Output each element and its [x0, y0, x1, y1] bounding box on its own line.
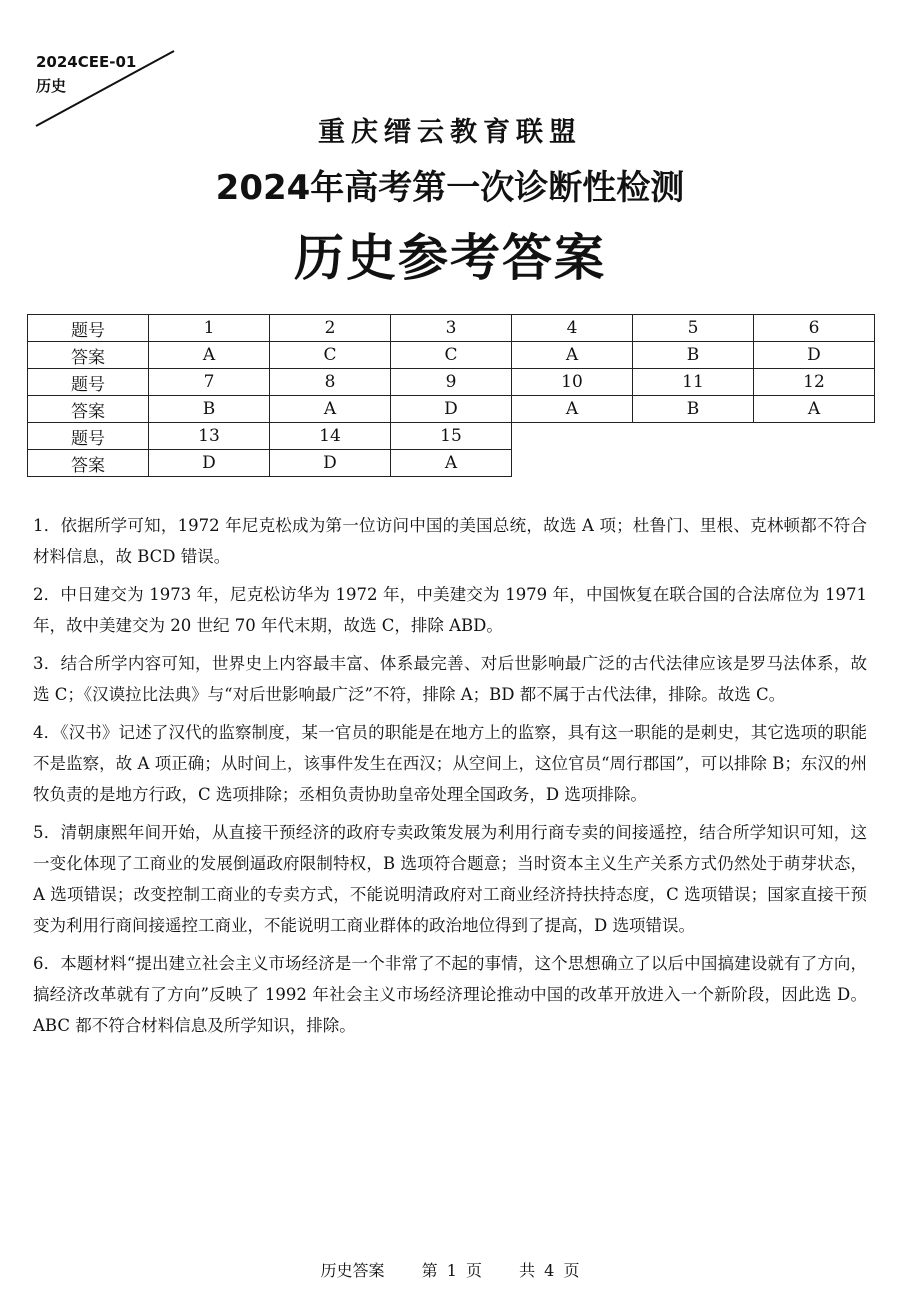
- explanation-item: 2．中日建交为 1973 年，尼克松访华为 1972 年，中美建交为 1979 年，中国恢复在联合国的合法席位为 1971 年，故中美建交为 20 世纪 70 年代末期，故选 C，排除 ABD。: [33, 585, 867, 635]
- table-row: [28, 450, 875, 477]
- footer-total-pages: 共 4 页: [519, 1261, 580, 1280]
- question-number: 6: [754, 315, 875, 342]
- row-label-answer: 答案: [28, 396, 149, 423]
- row-label-question: 题号: [28, 369, 149, 396]
- answer-table: [27, 314, 875, 477]
- answer-letter: D: [270, 450, 391, 477]
- question-number: 11: [633, 369, 754, 396]
- question-number: 5: [633, 315, 754, 342]
- answer-letter: A: [149, 342, 270, 369]
- document-subject: 历史: [36, 77, 67, 95]
- document-code: 2024CEE-01: [36, 53, 137, 71]
- question-number: 13: [149, 423, 270, 450]
- answer-letter: B: [149, 396, 270, 423]
- question-number: 1: [149, 315, 270, 342]
- empty-cell: [754, 423, 875, 450]
- empty-cell: [512, 450, 633, 477]
- answer-letter: D: [391, 396, 512, 423]
- table-row: [28, 342, 875, 369]
- empty-cell: [754, 450, 875, 477]
- row-label-question: 题号: [28, 315, 149, 342]
- empty-cell: [633, 450, 754, 477]
- row-label-question: 题号: [28, 423, 149, 450]
- explanation-item: 6．本题材料“提出建立社会主义市场经济是一个非常了不起的事情，这个思想确立了以后中国搞建设就有了方向，搞经济改革就有了方向”反映了 1992 年社会主义市场经济理论推动中国的改革开放进入一个新阶段，因此选 D。ABC 都不符合材料信息及所学知识，排除。: [33, 954, 867, 1035]
- row-label-answer: 答案: [28, 342, 149, 369]
- answer-letter: A: [512, 342, 633, 369]
- question-number: 7: [149, 369, 270, 396]
- question-number: 15: [391, 423, 512, 450]
- table-row: [28, 423, 875, 450]
- row-label-answer: 答案: [28, 450, 149, 477]
- question-number: 8: [270, 369, 391, 396]
- question-number: 3: [391, 315, 512, 342]
- answer-letter: A: [754, 396, 875, 423]
- question-number: 9: [391, 369, 512, 396]
- organization-name: 重庆缙云教育联盟: [318, 117, 582, 148]
- question-number: 4: [512, 315, 633, 342]
- answer-letter: D: [149, 450, 270, 477]
- exam-title: 2024年高考第一次诊断性检测: [215, 168, 685, 208]
- answer-letter: B: [633, 342, 754, 369]
- question-number: 14: [270, 423, 391, 450]
- document-title: 历史参考答案: [294, 229, 606, 287]
- table-row: [28, 315, 875, 342]
- question-number: 10: [512, 369, 633, 396]
- page-footer: [0, 1258, 900, 1281]
- answer-letter: A: [512, 396, 633, 423]
- explanations: [33, 510, 867, 1048]
- question-number: 2: [270, 315, 391, 342]
- answer-letter: D: [754, 342, 875, 369]
- answer-letter: A: [391, 450, 512, 477]
- explanation-item: 1．依据所学可知，1972 年尼克松成为第一位访问中国的美国总统，故选 A 项；杜鲁门、里根、克林顿都不符合材料信息，故 BCD 错误。: [33, 516, 867, 566]
- explanation-item: 5．清朝康熙年间开始，从直接干预经济的政府专卖政策发展为利用行商专卖的间接遥控，结合所学知识可知，这一变化体现了工商业的发展倒逼政府限制特权，B 选项符合题意；当时资本主义生产关系方式仍然处于萌芽状态，A 选项错误；改变控制工商业的专卖方式，不能说明清政府对工商业经济持扶持态度，C 选项错误；国家直接干预变为利用行商间接遥控工商业，不能说明工商业群体的政治地位得到了提高，D 选项错误。: [33, 823, 867, 935]
- table-row: [28, 369, 875, 396]
- answer-letter: C: [270, 342, 391, 369]
- answer-letter: B: [633, 396, 754, 423]
- table-row: [28, 396, 875, 423]
- empty-cell: [633, 423, 754, 450]
- question-number: 12: [754, 369, 875, 396]
- explanation-item: 3．结合所学内容可知，世界史上内容最丰富、体系最完善、对后世影响最广泛的古代法律应该是罗马法体系，故选 C；《汉谟拉比法典》与“对后世影响最广泛”不符，排除 A；BD 都不属于古代法律，排除。故选 C。: [33, 654, 867, 704]
- answer-letter: A: [270, 396, 391, 423]
- footer-page-number: 第 1 页: [421, 1261, 482, 1280]
- empty-cell: [512, 423, 633, 450]
- footer-doc-name: 历史答案: [320, 1261, 385, 1280]
- answer-letter: C: [391, 342, 512, 369]
- explanation-item: 4．《汉书》记述了汉代的监察制度，某一官员的职能是在地方上的监察，具有这一职能的是刺史，其它选项的职能不是监察，故 A 项正确；从时间上，该事件发生在西汉；从空间上，这位官员“周行郡国”，可以排除 B；东汉的州牧负责的是地方行政，C 选项排除；丞相负责协助皇帝处理全国政务，D 选项排除。: [33, 723, 867, 804]
